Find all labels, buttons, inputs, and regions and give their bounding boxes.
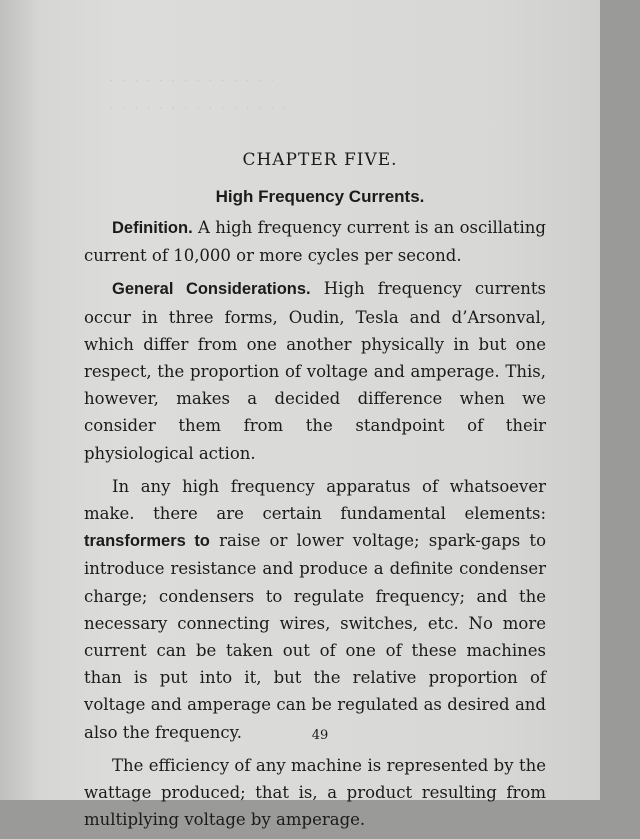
- apparatus-text-before: In any high frequency apparatus of whatsoever make. there are certain fundamental elements:: [84, 476, 546, 524]
- page-number: 49: [311, 728, 329, 743]
- efficiency-paragraph: [84, 752, 546, 834]
- definition-paragraph: [84, 214, 546, 269]
- apparatus-text-after: raise or lower voltage; spark-gaps to introduce resistance and produce a definite condenser charge; condensers to regulate frequency; and the necessary connecting wires, switches, etc. No more current can be taken out of one of these machines than is put into it, but the relative proportion of voltage and amperage can be regulated as desired and also the frequency.: [84, 531, 546, 742]
- chapter-heading: CHAPTER FIVE.: [242, 150, 398, 170]
- general-considerations-text: High frequency currents occur in three forms, Oudin, Tesla and d’Arsonval, which differ from one another physically in but one respect, the proportion of voltage and amperage. This, however, makes a decided difference when we consider them from the standpoint of their physiological action.: [84, 279, 546, 463]
- body-text: [84, 214, 546, 839]
- bleed-through-text: · · · · · · · · · · · · · · · · · · · · · · · · · · · · ·: [110, 76, 290, 115]
- definition-text: A high frequency current is an oscillating current of 10,000 or more cycles per second.: [84, 218, 546, 266]
- definition-run-head: Definition.: [112, 219, 193, 237]
- apparatus-paragraph: [84, 473, 546, 746]
- general-considerations-paragraph: [84, 275, 546, 466]
- efficiency-text: The efficiency of any machine is represented by the wattage produced; that is, a product resulting from multiplying voltage by amperage.: [84, 755, 546, 830]
- general-considerations-run-head: General Considerations.: [112, 280, 311, 299]
- apparatus-emphasis: transformers to: [84, 532, 210, 551]
- section-title: High Frequency Currents.: [215, 187, 425, 206]
